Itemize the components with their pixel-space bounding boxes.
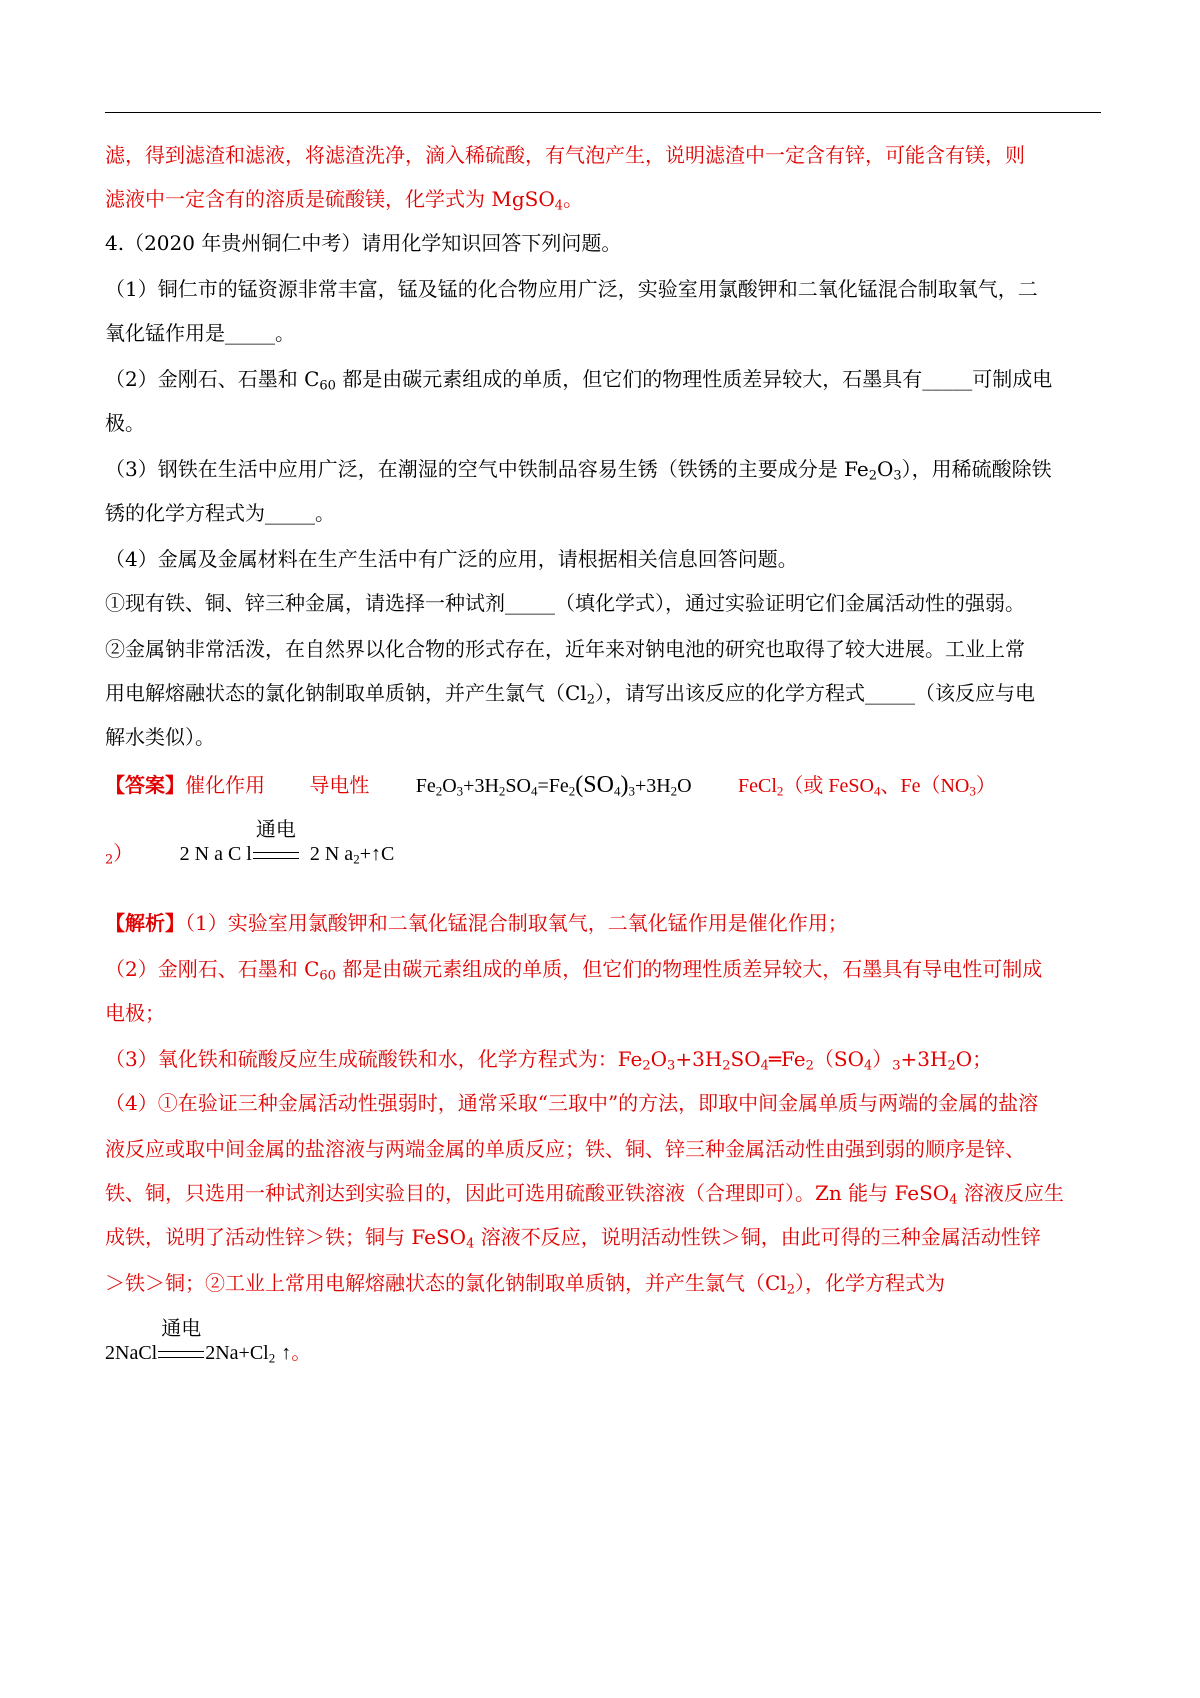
question-part-4-2-line-3: 解水类似）。 — [105, 725, 215, 749]
analysis-line-5: （4）①在验证三种金属活动性强弱时，通常采取“三取中”的方法，即取中间金属单质与两端的金属的盐溶 — [105, 1091, 1039, 1115]
analysis-line-4: （3）氧化铁和硫酸反应生成硫酸铁和水，化学方程式为：$Fe_2O_3+3H_2SO_4═Fe_2(SO_4)_3+3H_2O$； — [105, 1047, 993, 1074]
answer-label: 【答案】 — [105, 773, 185, 797]
analysis-line-1: 【解析】（1）实验室用氯酸钾和二氧化锰混合制取氧气，二氧化锰作用是催化作用； — [105, 911, 848, 935]
question-part-4-2-line-2: 用电解熔融状态的氯化钠制取单质钠，并产生氯气$(Cl_2)$，请写出该反应的化学方程式_____（该反应与电 — [105, 681, 1035, 708]
question-title: 4.（2020 年贵州铜仁中考）请用化学知识回答下列问题。 — [105, 231, 622, 255]
question-part-2-line-1: （2）金刚石、石墨和 $C_{60}$ 都是由碳元素组成的单质，但它们的物理性质差异较大，石墨具有_____可制成电 — [105, 367, 1053, 394]
question-part-3-line-1: （3）钢铁在生活中应用广泛，在潮湿的空气中铁制品容易生锈（铁锈的主要成分是 $Fe_2O_3$），用稀硫酸除铁 — [105, 457, 1052, 484]
header-rule — [105, 112, 1101, 113]
question-part-1-line-2: 氧化锰作用是_____。 — [105, 321, 295, 345]
question-part-2-line-2: 极。 — [105, 411, 145, 435]
analysis-label: 【解析】 — [105, 911, 185, 935]
up-arrow-icon: ↑ — [281, 1342, 292, 1364]
condition-electrolysis: 通电 — [255, 819, 296, 841]
question-part-4-1: ①现有铁、铜、锌三种金属，请选择一种试剂_____（填化学式），通过实验证明它们金属活动性的强弱。 — [105, 591, 1025, 615]
answer-1: 催化作用 — [185, 773, 265, 797]
analysis-line-6: 液反应或取中间金属的盐溶液与两端金属的单质反应；铁、铜、锌三种金属活动性由强到弱的顺序是锌、 — [105, 1137, 1025, 1161]
question-part-1-line-1: （1）铜仁市的锰资源非常丰富，锰及锰的化合物应用广泛，实验室用氯酸钾和二氧化锰混合制取氧气，二 — [105, 277, 1038, 301]
question-part-4-2-line-1: ②金属钠非常活泼，在自然界以化合物的形式存在，近年来对钠电池的研究也取得了较大进展。工业上常 — [105, 637, 1025, 661]
answer-equation-nacl: 2 N a C l 通电 2 N $a_2+↑C$ — [180, 843, 395, 865]
analysis-line-3: 电极； — [105, 1001, 165, 1025]
answer-line — [105, 770, 996, 801]
analysis-equation: 2NaCl 通电 $2Na+Cl_2$ ↑。 — [105, 1338, 311, 1368]
analysis-line-2: （2）金刚石、石墨和 $C_{60}$ 都是由碳元素组成的单质，但它们的物理性质差异较大，石墨具有导电性可制成 — [105, 957, 1043, 984]
analysis-line-7: 铁、铜，只选用一种试剂达到实验目的，因此可选用硫酸亚铁溶液（合理即可）。Zn 能与 FeSO$_4$ 溶液反应生 — [105, 1181, 1064, 1208]
analysis-line-9: ＞铁＞铜；②工业上常用电解熔融状态的氯化钠制取单质钠，并产生氯气$(Cl_2)$，化学方程式为 — [105, 1271, 945, 1298]
answer-equation-line-2: $_2$） 2 N a C l 通电 2 N $a_2+↑C$ — [105, 838, 394, 869]
analysis-line-8: 成铁，说明了活动性锌＞铁；铜与 FeSO$_4$ 溶液不反应，说明活动性铁＞铜，由此可得的三种金属活动性锌 — [105, 1225, 1041, 1252]
answer-3: FeCl$_2$（或 FeSO$_4$、$Fe(NO_3)$ — [737, 775, 996, 799]
question-part-3-line-2: 锈的化学方程式为_____。 — [105, 501, 335, 525]
prev-answer-line-2: 滤液中一定含有的溶质是硫酸镁，化学式为 MgSO$_4$。 — [105, 187, 584, 214]
prev-answer-line-1: 滤，得到滤渣和滤液，将滤渣洗净，滴入稀硫酸，有气泡产生，说明滤渣中一定含有锌，可能含有镁，则 — [105, 143, 1025, 167]
answer-equation-fe2o3: $Fe_2O_3+3H_2SO_4=Fe_2(SO_4)_3+3H_2O$ — [415, 772, 692, 799]
condition-electrolysis-2: 通电 — [161, 1318, 202, 1340]
answer-2: 导电性 — [309, 773, 370, 797]
question-part-4: （4）金属及金属材料在生产生活中有广泛的应用，请根据相关信息回答问题。 — [105, 547, 798, 571]
